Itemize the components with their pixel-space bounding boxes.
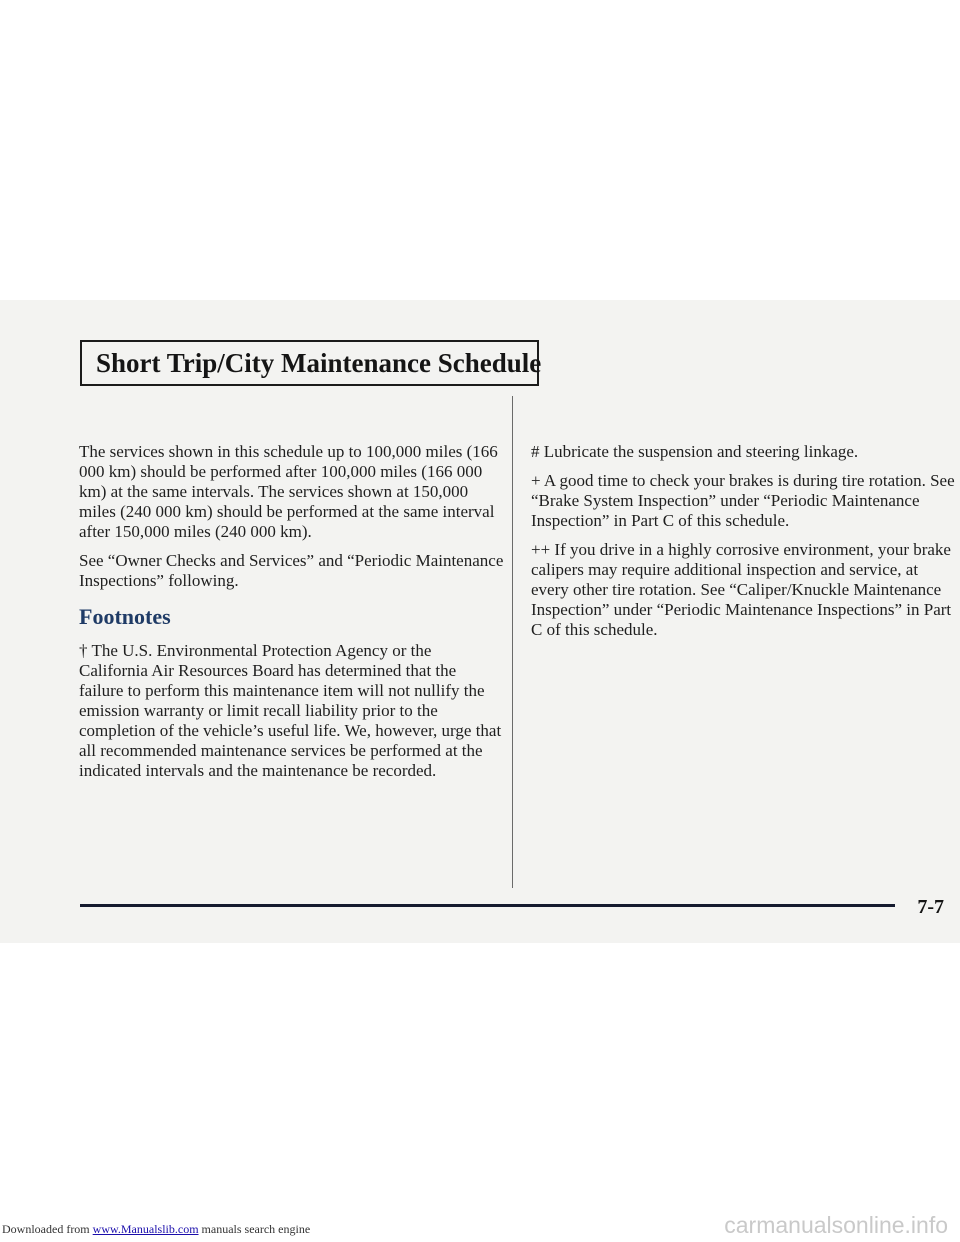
footnote-dagger: † The U.S. Environmental Protection Agency or the California Air Resources Board has determined that the failure to perform this maintenance item will not nullify the emission warranty or limit recall liability prior to the completion of the vehicle’s useful life. We, however, urge that all recommended maintenance services be performed at the indicated intervals and the maintenance be recorded. xyxy=(79,641,502,780)
title-box xyxy=(80,340,542,386)
site-watermark: carmanualsonline.info xyxy=(724,1212,948,1238)
schedule-intro-paragraph: The services shown in this schedule up to 100,000 miles (166 000 km) should be performed after 100,000 miles (166 000 km) at the same intervals. The services shown at 150,000 miles (240 000 km) should be performed at the same interval after 150,000 miles (240 000 km). xyxy=(79,442,498,541)
footnote-double-plus: ++ If you drive in a highly corrosive environment, your brake calipers may require additional inspection and service, at every other tire rotation. See “Caliper/Knuckle Maintenance Inspection” under “Periodic Maintenance Inspections” in Part C of this schedule. xyxy=(531,540,952,639)
column-divider xyxy=(512,396,513,888)
page-number: 7-7 xyxy=(917,896,944,918)
page-title: Short Trip/City Maintenance Schedule xyxy=(96,348,542,378)
left-column xyxy=(79,442,504,790)
footnotes-heading: Footnotes xyxy=(79,604,171,629)
right-column xyxy=(531,442,956,649)
see-also-paragraph: See “Owner Checks and Services” and “Periodic Maintenance Inspections” following. xyxy=(79,551,504,590)
download-watermark xyxy=(2,1222,310,1237)
footer-rule xyxy=(80,904,895,907)
footnote-hash: # Lubricate the suspension and steering linkage. xyxy=(531,442,859,461)
watermark-suffix: manuals search engine xyxy=(198,1222,311,1236)
footnote-plus: + A good time to check your brakes is during tire rotation. See “Brake System Inspection” under “Periodic Maintenance Inspection” in Part C of this schedule. xyxy=(531,471,955,530)
manual-page xyxy=(0,300,960,943)
manualslib-link[interactable]: www.Manualslib.com xyxy=(92,1222,199,1236)
watermark-prefix: Downloaded from xyxy=(2,1222,93,1236)
